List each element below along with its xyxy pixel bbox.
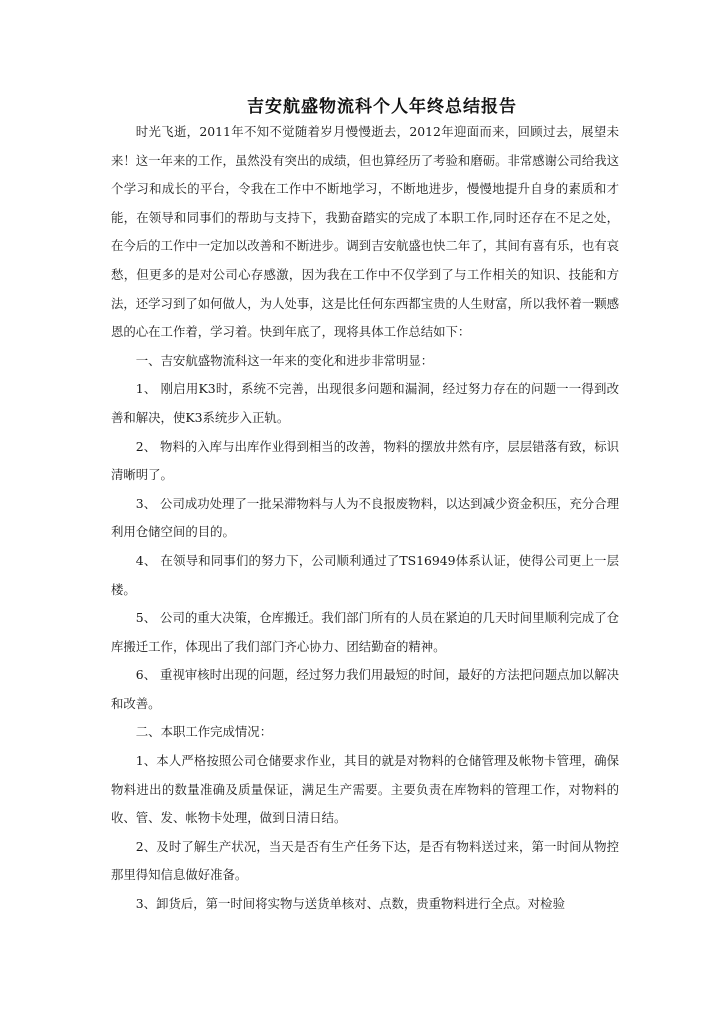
document-body [111, 118, 619, 919]
document-title: 吉安航盛物流科个人年终总结报告 [247, 97, 517, 117]
paragraph-duty-1: 1、本人严格按照公司仓储要求作业，其目的就是对物料的仓储管理及帐物卡管理，确保物料进出的数量准确及质量保证，满足生产需要。主要负责在库物料的管理工作，对物料的收、管、发、帐物卡处理，做到日清日结。 [111, 753, 619, 826]
section-heading-duties: 二、本职工作完成情况： [135, 724, 273, 740]
paragraph-intro: 时光飞逝，2011年不知不觉随着岁月慢慢逝去，2012年迎面而来，回顾过去，展望未来！这一年来的工作，虽然没有突出的成绩，但也算经历了考验和磨砺。非常感谢公司给我这个学习和成长的平台，令我在工作中不断地学习，不断地进步，慢慢地提升自身的素质和才能，在领导和同事们的帮助与支持下，我勤奋踏实的完成了本职工作,同时还存在不足之处，在今后的工作中一定加以改善和不断进步。调到吉安航盛也快二年了，其间有喜有乐，也有哀愁，但更多的是对公司心存感激，因为我在工作中不仅学到了与工作相关的知识、技能和方法，还学习到了如何做人，为人处事，这是比任何东西都宝贵的人生财富，所以我怀着一颗感恩的心在工作着，学习着。快到年底了，现将具体工作总结如下： [111, 124, 620, 340]
paragraph-item-5: 5、 公司的重大决策，仓库搬迁。我们部门所有的人员在紧迫的几天时间里顺利完成了仓库搬迁工作，体现出了我们部门齐心协力、团结勤奋的精神。 [111, 610, 619, 654]
paragraph-item-2: 2、 物料的入库与出库作业得到相当的改善，物料的摆放井然有序，层层错落有致，标识清晰明了。 [111, 438, 619, 483]
paragraph-item-4: 4、 在领导和同事们的努力下，公司顺利通过了TS16949体系认证，使得公司更上一层楼。 [111, 552, 619, 597]
paragraph-duty-3: 3、卸货后，第一时间将实物与送货单核对、点数，贵重物料进行全点。对检验 [135, 896, 565, 912]
paragraph-duty-2: 2、及时了解生产状况，当天是否有生产任务下达，是否有物料送过来，第一时间从物控那里得知信息做好准备。 [111, 838, 619, 883]
paragraph-item-3: 3、 公司成功处理了一批呆滞物料与人为不良报废物料，以达到减少资金积压，充分合理利用仓储空间的目的。 [111, 495, 619, 540]
section-heading-changes: 一、吉安航盛物流科这一年来的变化和进步非常明显： [135, 352, 434, 368]
paragraph-item-1: 1、 刚启用K3时，系统不完善，出现很多问题和漏洞，经过努力存在的问题一一得到改善和解决，使K3系统步入正轨。 [111, 381, 619, 425]
paragraph-item-6: 6、 重视审核时出现的问题，经过努力我们用最短的时间，最好的方法把问题点加以解决和改善。 [111, 667, 619, 711]
